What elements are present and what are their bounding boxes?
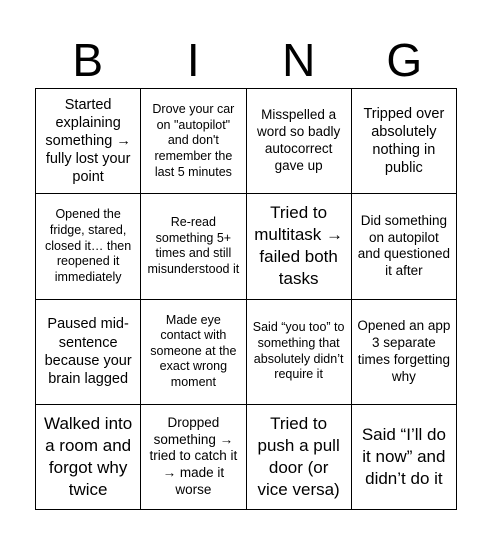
- bingo-cell-2-1[interactable]: [36, 194, 141, 299]
- cell-text: Said “I’ll do it now” and didn’t do it: [361, 424, 446, 488]
- bingo-cell-2-2[interactable]: [141, 194, 246, 299]
- cell-text: Drove your car on "autopilot" and don't remember the last 5 minutes: [152, 102, 235, 179]
- bingo-cell-3-2[interactable]: [141, 300, 246, 405]
- bingo-cell-4-4[interactable]: [352, 405, 457, 510]
- bingo-cell-4-1[interactable]: [36, 405, 141, 510]
- header-letter-g: G: [386, 34, 423, 86]
- cell-text: Re-read something 5+ times and still misunderstood it: [147, 215, 240, 276]
- bingo-cell-2-3[interactable]: [247, 194, 352, 299]
- cell-text: Did something on autopilot and questioned it after: [357, 212, 451, 279]
- bingo-cell-4-2[interactable]: [141, 405, 246, 510]
- bingo-cell-3-4[interactable]: [352, 300, 457, 405]
- cell-text: Opened the fridge, stared, closed it… then reopened it immediately: [45, 207, 132, 284]
- bingo-cell-1-4[interactable]: [352, 89, 457, 194]
- cell-text: Paused mid-sentence because your brain lagged: [44, 316, 132, 387]
- cell-text: Tried to multitask → failed both tasks: [254, 203, 344, 289]
- bingo-cell-4-3[interactable]: [247, 405, 352, 510]
- bingo-cell-3-1[interactable]: [36, 300, 141, 405]
- bingo-header: [35, 34, 457, 86]
- cell-text: Started explaining something → fully lost your point: [45, 96, 131, 186]
- cell-text: Said “you too” to something that absolutely didn’t require it: [252, 320, 345, 382]
- header-letter-i: I: [186, 34, 200, 86]
- cell-text: Misspelled a word so badly autocorrect gave up: [256, 107, 341, 173]
- bingo-cell-1-2[interactable]: [141, 89, 246, 194]
- bingo-cell-1-3[interactable]: [247, 89, 352, 194]
- bingo-cell-2-4[interactable]: [352, 194, 457, 299]
- cell-text: Walked into a room and forgot why twice: [44, 413, 133, 499]
- cell-text: Tried to push a pull door (or vice versa): [257, 413, 340, 499]
- cell-text: Tripped over absolutely nothing in public: [363, 105, 445, 177]
- bingo-cell-1-1[interactable]: [36, 89, 141, 194]
- header-letter-b: B: [72, 34, 104, 86]
- cell-text: Opened an app 3 separate times forgetting why: [357, 317, 451, 384]
- bingo-cell-3-3[interactable]: [247, 300, 352, 405]
- cell-text: Made eye contact with someone at the exact wrong moment: [150, 312, 237, 390]
- header-letter-n: N: [282, 34, 316, 86]
- cell-text: Dropped something → tried to catch it → made it worse: [149, 414, 238, 498]
- bingo-grid: [35, 88, 457, 510]
